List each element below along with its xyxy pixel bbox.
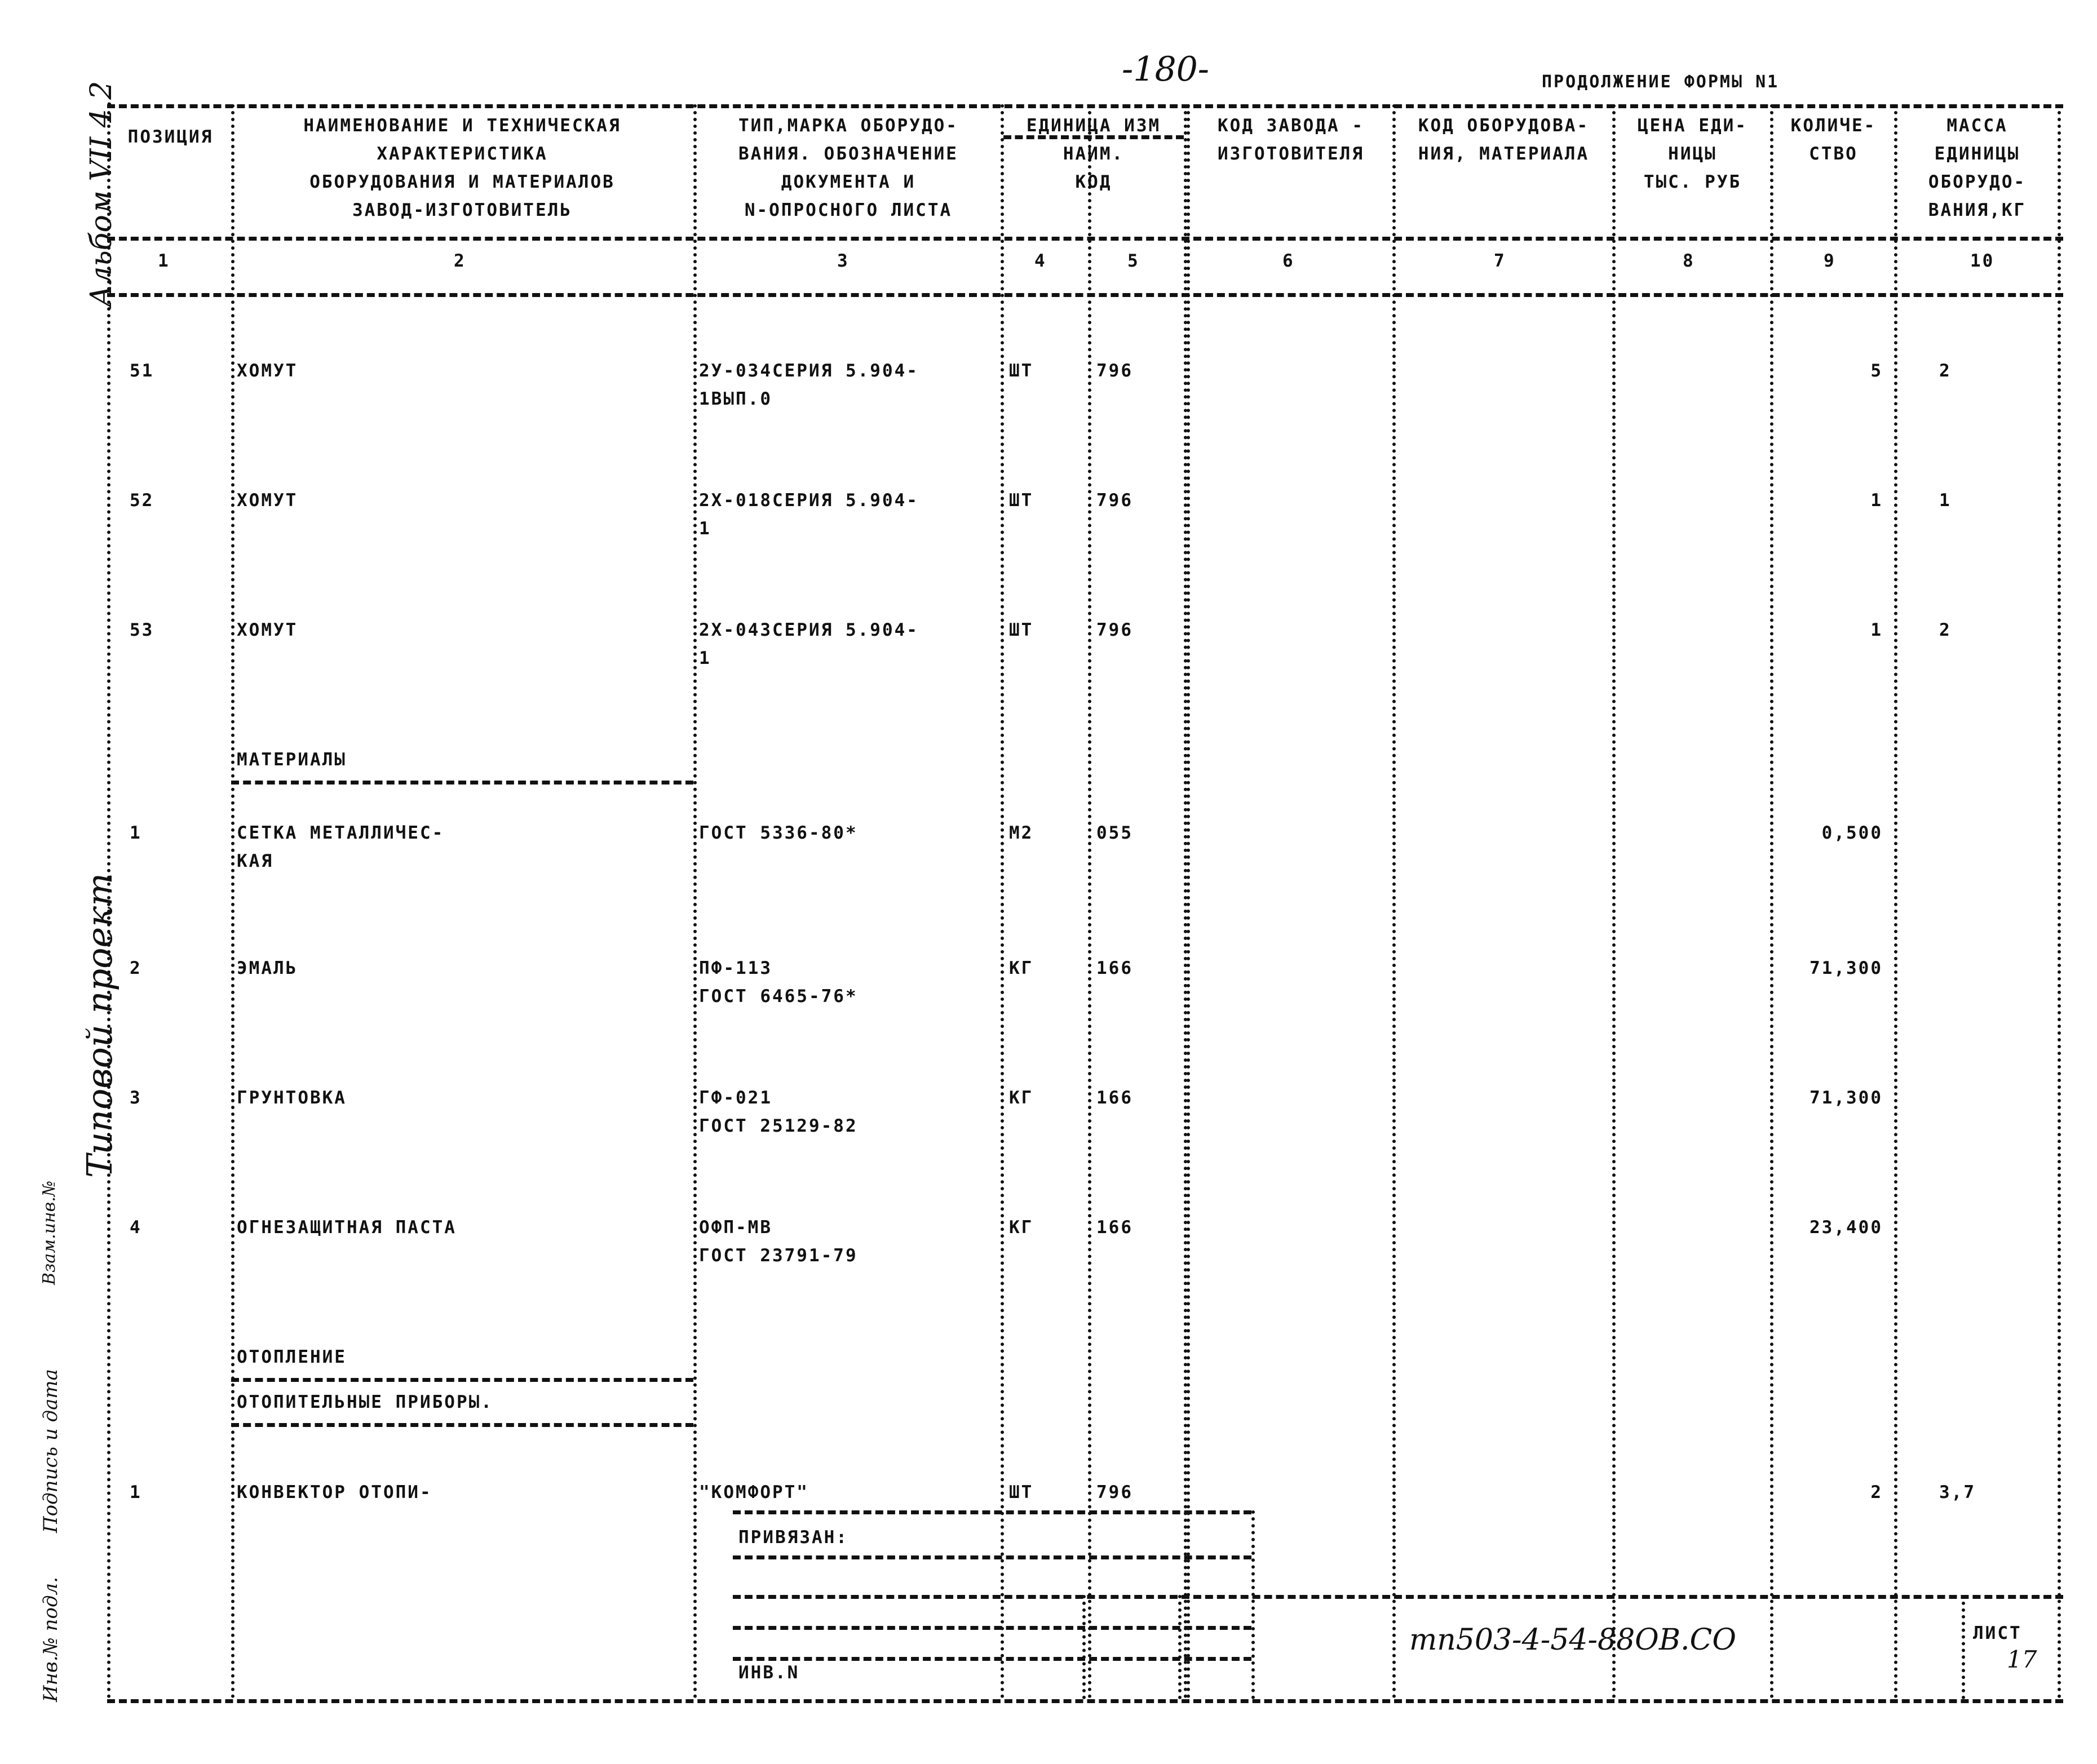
stamp-divider-4 (1962, 1595, 1965, 1699)
column-header-9-line-2: СТВО (1809, 144, 1858, 164)
quantity-cell: 1 (1870, 490, 1883, 511)
unit-cell: ШТ (1009, 361, 1034, 381)
unit-cell: ШТ (1009, 620, 1034, 640)
column-header-3-line-3: ДОКУМЕНТА И (781, 172, 916, 192)
type-cell: "КОМФОРТ" (699, 1482, 809, 1502)
position-cell: 53 (130, 620, 154, 640)
project-label: Типовой проект (79, 872, 120, 1178)
column-number-8: 8 (1683, 251, 1695, 271)
position-cell: 4 (130, 1217, 142, 1238)
unit-cell: КГ (1009, 1217, 1034, 1238)
column-divider-4 (1001, 104, 1004, 1699)
quantity-cell: 1 (1870, 620, 1883, 640)
unit-cell: ШТ (1009, 1482, 1034, 1502)
page-number: -180- (1122, 50, 1210, 89)
type-cell: 2Х-018СЕРИЯ 5.904- (699, 490, 919, 511)
replace-inv-label: Взам.инв.№ (39, 1180, 59, 1285)
stamp-rule-5 (733, 1657, 1251, 1661)
unit-code-cell: 796 (1096, 620, 1133, 640)
section-underline (231, 1378, 693, 1382)
sheet-label: ЛИСТ (1973, 1623, 2022, 1643)
unit-cell: М2 (1009, 823, 1034, 843)
stamp-divider-3 (1251, 1510, 1255, 1699)
column-divider-unit-end (1184, 104, 1187, 1699)
name-cell: ХОМУТ (237, 620, 298, 640)
column-header-6-line-2: ИЗГОТОВИТЕЛЯ (1218, 144, 1364, 164)
name-cell: МАТЕРИАЛЫ (237, 750, 347, 770)
position-cell: 1 (130, 823, 142, 843)
stamp-rule-2 (733, 1555, 1251, 1559)
name-cell: КОНВЕКТОР ОТОПИ- (237, 1482, 432, 1502)
stamp-inv-label: ИНВ.N (738, 1663, 800, 1683)
form-continuation: ПРОДОЛЖЕНИЕ ФОРМЫ N1 (1542, 72, 1780, 92)
column-number-6: 6 (1282, 251, 1295, 271)
unit-code-cell: 055 (1096, 823, 1133, 843)
unit-code-cell: 796 (1096, 1482, 1133, 1502)
position-cell: 1 (130, 1482, 142, 1502)
name-cell: КАЯ (237, 851, 273, 871)
inv-orig-label: Инв.№ подл. (39, 1577, 62, 1702)
stamp-rule-3 (733, 1595, 2063, 1599)
album-label: Альбом VII 4.2 (85, 81, 118, 307)
position-cell: 52 (130, 490, 154, 511)
column-header-10-line-3: ОБОРУДО- (1928, 172, 2027, 192)
column-header-2-line-1: НАИМЕНОВАНИЕ И ТЕХНИЧЕСКАЯ (303, 116, 621, 136)
sign-date-label: Подпись и дата (39, 1369, 62, 1533)
mass-cell: 2 (1939, 361, 1952, 381)
name-cell: ХОМУТ (237, 490, 298, 511)
type-cell: 1 (699, 518, 711, 539)
column-header-8-line-3: ТЫС. РУБ (1643, 172, 1742, 192)
unit-subheader-rule (1003, 135, 1184, 139)
type-cell: 2Х-043СЕРИЯ 5.904- (699, 620, 919, 640)
section-underline (231, 1423, 693, 1427)
column-number-4: 4 (1034, 251, 1047, 271)
position-cell: 2 (130, 958, 142, 978)
column-number-1: 1 (158, 251, 170, 271)
type-cell: 2У-034СЕРИЯ 5.904- (699, 361, 919, 381)
column-number-9: 9 (1824, 251, 1836, 271)
unit-code-cell: 166 (1096, 958, 1133, 978)
column-header-10-line-2: ЕДИНИЦЫ (1934, 144, 2020, 164)
table-bottom-rule (107, 1699, 2063, 1703)
column-divider-1 (107, 104, 110, 1699)
column-header-4-5-line-2: НАИМ. (1063, 144, 1125, 164)
column-header-4-5-line-1: ЕДИНИЦА ИЗМ (1026, 116, 1161, 136)
unit-code-cell: 166 (1096, 1088, 1133, 1108)
column-header-8-line-1: ЦЕНА ЕДИ- (1638, 116, 1748, 136)
stamp-rule-1 (733, 1510, 1251, 1514)
mass-cell: 3,7 (1939, 1482, 1976, 1502)
quantity-cell: 71,300 (1810, 958, 1883, 978)
column-header-7-line-1: КОД ОБОРУДОВА- (1418, 116, 1590, 136)
column-divider-5 (1088, 104, 1091, 1699)
column-divider-11 (2058, 104, 2061, 1699)
column-header-8-line-2: НИЦЫ (1668, 144, 1717, 164)
type-cell: ОФП-МВ (699, 1217, 772, 1238)
quantity-cell: 71,300 (1810, 1088, 1883, 1108)
type-cell: ГОСТ 5336-80* (699, 823, 858, 843)
column-header-1-line-1: ПОЗИЦИЯ (127, 127, 214, 147)
stamp-rule-4 (733, 1626, 1251, 1630)
column-divider-3 (693, 104, 697, 1699)
column-header-2-line-2: ХАРАКТЕРИСТИКА (377, 144, 548, 164)
column-header-10-line-1: МАССА (1946, 116, 2008, 136)
name-cell: ГРУНТОВКА (237, 1088, 347, 1108)
column-divider-7 (1392, 104, 1396, 1699)
position-cell: 51 (130, 361, 154, 381)
mass-cell: 2 (1939, 620, 1952, 640)
name-cell: ОТОПЛЕНИЕ (237, 1347, 347, 1367)
column-header-10-line-4: ВАНИЯ,КГ (1928, 200, 2027, 220)
column-divider-8 (1612, 104, 1616, 1699)
quantity-cell: 2 (1870, 1482, 1883, 1502)
column-header-3-line-1: ТИП,МАРКА ОБОРУДО- (738, 116, 958, 136)
section-underline (231, 781, 693, 785)
column-number-10: 10 (1970, 251, 1995, 271)
type-cell: ПФ-113 (699, 958, 772, 978)
sheet-number: 17 (2007, 1646, 2037, 1673)
stamp-divider-1 (1082, 1595, 1086, 1699)
column-divider-9 (1770, 104, 1773, 1699)
unit-cell: ШТ (1009, 490, 1034, 511)
stamp-divider-2 (1178, 1595, 1182, 1699)
name-cell: ОГНЕЗАЩИТНАЯ ПАСТА (237, 1217, 457, 1238)
unit-code-cell: 796 (1096, 490, 1133, 511)
column-header-2-line-4: ЗАВОД-ИЗГОТОВИТЕЛЬ (352, 200, 572, 220)
column-number-7: 7 (1494, 251, 1506, 271)
type-cell: 1ВЫП.0 (699, 389, 772, 409)
column-header-7-line-2: НИЯ, МАТЕРИАЛА (1418, 144, 1590, 164)
name-cell: ХОМУТ (237, 361, 298, 381)
name-cell: СЕТКА МЕТАЛЛИЧЕС- (237, 823, 445, 843)
quantity-cell: 23,400 (1810, 1217, 1883, 1238)
quantity-cell: 0,500 (1821, 823, 1883, 843)
name-cell: ЭМАЛЬ (237, 958, 298, 978)
column-number-2: 2 (454, 251, 466, 271)
column-number-5: 5 (1127, 251, 1140, 271)
mass-cell: 1 (1939, 490, 1952, 511)
quantity-cell: 5 (1870, 361, 1883, 381)
column-header-4-5-line-3: КОД (1075, 172, 1112, 192)
document-code: тп503-4-54-88ОВ.СО (1409, 1623, 1736, 1657)
unit-cell: КГ (1009, 1088, 1034, 1108)
column-header-3-line-2: ВАНИЯ. ОБОЗНАЧЕНИЕ (738, 144, 958, 164)
unit-code-cell: 166 (1096, 1217, 1133, 1238)
stamp-bound-label: ПРИВЯЗАН: (738, 1527, 848, 1548)
type-cell: ГФ-021 (699, 1088, 772, 1108)
column-header-6-line-1: КОД ЗАВОДА - (1218, 116, 1364, 136)
type-cell: ГОСТ 23791-79 (699, 1246, 858, 1266)
column-divider-10 (1894, 104, 1897, 1699)
column-header-3-line-4: N-ОПРОСНОГО ЛИСТА (744, 200, 953, 220)
type-cell: ГОСТ 25129-82 (699, 1116, 858, 1136)
column-header-2-line-3: ОБОРУДОВАНИЯ И МАТЕРИАЛОВ (309, 172, 615, 192)
type-cell: 1 (699, 648, 711, 668)
position-cell: 3 (130, 1088, 142, 1108)
column-header-9-line-1: КОЛИЧЕ- (1790, 116, 1877, 136)
name-cell: ОТОПИТЕЛЬНЫЕ ПРИБОРЫ. (237, 1392, 493, 1412)
column-divider-2 (231, 104, 235, 1699)
type-cell: ГОСТ 6465-76* (699, 986, 858, 1007)
unit-code-cell: 796 (1096, 361, 1133, 381)
column-number-3: 3 (837, 251, 850, 271)
unit-cell: КГ (1009, 958, 1034, 978)
